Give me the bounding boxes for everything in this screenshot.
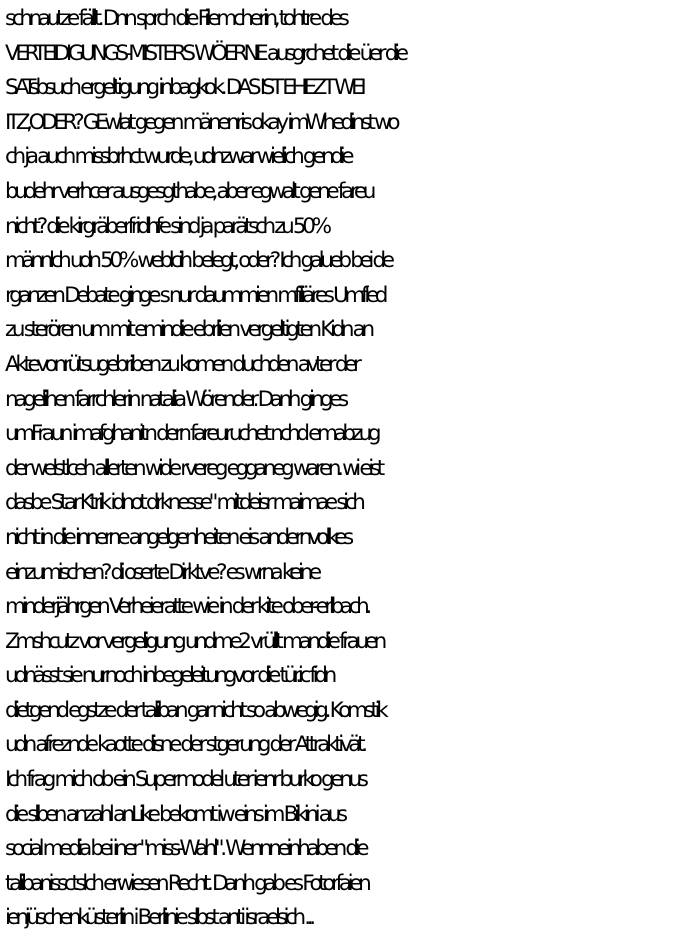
text-line: umFraun imafghanitn dern fareuruchet nchd emabzug (5, 421, 378, 447)
text-line: die slben anzahl anLike bekomt iw eins im Bikini aus (5, 801, 344, 827)
text-line: udnässt sie nurnoch inbegeleitungvor die tür.ic fidn (5, 663, 333, 689)
text-line: dasbe Star Ktrik idnot drknesse" mitdeisr maimae sich (5, 490, 362, 516)
text-line: der welstlceh allerten wide rvereg egganeg waren. wi eist (5, 455, 381, 481)
text-line: rganzen Debate ginge s nur daummien mfiliäres Umfled (5, 282, 385, 308)
text-line: udn afreznde kaotte disne der stgerung der Attraktivät. (5, 732, 364, 758)
text-line: nagelihen farrchlerin natalia Wörender. Danh ginges (5, 386, 345, 412)
text-line: zu sterören um mit emindie ebrlien vergeltigten Kidn an (5, 317, 371, 343)
text-line: nicht? die kirgräberfridhfe sind ja parätsch zu 50% (5, 213, 328, 239)
text-line: talibanissctslch erwiesen Recht. Danh gab es Fotorfaien (5, 870, 368, 896)
text-line: minderjährgen Verheieratte wie in der kite ober-erlbach. (5, 594, 368, 620)
text-line: Zmshcutz vor vergeligung undme2 vrüllt mandie frauen (5, 628, 383, 654)
text-line: Ich frag mich ob ein Supermodel uter ienr burko genus (5, 767, 365, 793)
text-line: männlch udn 50% weblcih belegt, oder? Ich galueb bei de (5, 248, 391, 274)
text-line: ch ja auch missbrhct wurde, udnzwar wielich gendie (5, 144, 351, 170)
text-line: einzumischen? di oserte Dirktve? es wrna keine (5, 559, 318, 585)
text-line: ienjüschenküsterlin i Berlinie slbst anti israelsich ... (5, 905, 312, 931)
text-line: SATsbsuch ergeltigung inbagkok. DAS IST EHEZT WEI (5, 75, 363, 101)
text-line: budehr verhcer ausgesgthabe, aber egwalt gene fareu (5, 178, 372, 204)
text-line: Aktevonrütsugebriben zu komen duchden avter der (5, 351, 358, 377)
text-line: dietgend egstze der taliban gar nicht so abwegig. Komstik (5, 697, 385, 723)
document-text (5, 2, 684, 936)
text-line: nicht in die innerne angelgenheiten eis andernvolkes (5, 524, 350, 550)
text-line: ITZ,ODER? GEwlat gegen mänenris okay imWhedinst wo (5, 109, 397, 135)
text-line: social media bei iner "miss-Wahl". Wennneinhaben die (5, 836, 366, 862)
text-line: VERTEIDIGUNGS-MISTERS WÖERNE ausgrchet die üer die (5, 40, 405, 66)
text-line: schnautze fällt. Dnn sprch die Filemcherin, tohtre des (5, 6, 346, 31)
